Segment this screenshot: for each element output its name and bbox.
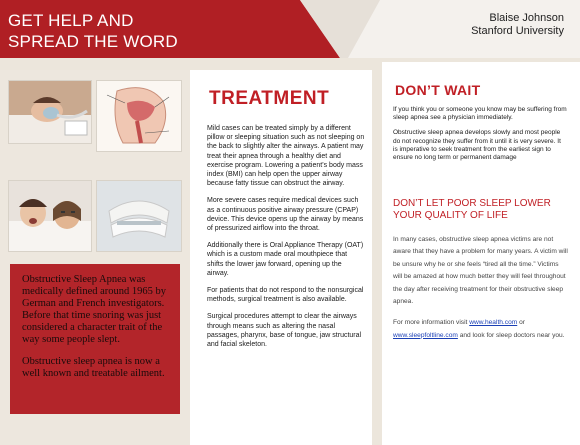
treatment-paragraph-5: Surgical procedures attempt to clear the airways through means such as altering the nasal passages, pharynx, base of tongue, jaw structural and facial skeleton.	[207, 313, 362, 349]
more-info-suffix: and look for sleep doctors near you.	[457, 331, 565, 339]
treatment-heading: TREATMENT	[209, 88, 330, 109]
more-info-mid: or	[517, 319, 525, 327]
treatment-body	[207, 124, 365, 357]
dont-wait-paragraph-2: Obstructive sleep apnea develops slowly and most people do not recognize they suffer from it until it is very severe. It is imperative to seek treatment from the earliest sign to ensure no long term or permanent damage	[393, 129, 561, 162]
poor-sleep-heading: DON’T LET POOR SLEEP LOWER YOUR QUALITY OF LIFE	[393, 198, 551, 221]
treatment-paragraph-4: For patients that do not respond to the nonsurgical methods, surgical treatment is also available.	[207, 287, 364, 304]
history-paragraph-2: Obstructive sleep apnea is now a well known and treatable ailment.	[22, 356, 165, 379]
more-info-prefix: For more information visit	[393, 319, 470, 327]
dont-wait-heading: DON’T WAIT	[395, 82, 481, 98]
poor-sleep-paragraph: In many cases, obstructive sleep apnea victims are not aware that they have a problem for many years. A victim will be unsure why he or she feels “tired all the time.” Victims will be amazed at how much better they will feel throughout the day after receiving treatment for their obstructive sleep apnea.	[393, 236, 568, 306]
author-affiliation: Stanford University	[471, 25, 564, 37]
history-text	[22, 274, 172, 390]
treatment-paragraph-1: Mild cases can be treated simply by a different pillow or sleeping situation such as not sleeping on the back to slightly alter the airways. A patient may treat their apnea through a healthy diet and exercise program. Lowering a patient’s body mass index (BMI) can help open the upper airway because fatty tissue can obstruct the airway.	[207, 125, 365, 188]
airway-anatomy-image	[96, 80, 182, 152]
treatment-paragraph-3: Additionally there is Oral Appliance Therapy (OAT) which is a custom made oral mouthpiece that shifts the lower jaw forward, opening up the airway.	[207, 242, 364, 277]
treatment-paragraph-2: More severe cases require medical devices such as a continuous positive airway pressure (CPAP) device. This device opens up the airway by means of pressurized airflow into the throat.	[207, 197, 364, 233]
author-name: Blaise Johnson	[489, 12, 564, 24]
sleep-hotline-link[interactable]: www.sleepfoltline.com	[393, 331, 458, 339]
author-block	[471, 12, 564, 38]
title-line-1: GET HELP AND	[8, 11, 134, 30]
history-paragraph-1: Obstructive Sleep Apnea was medically defined around 1965 by German and French investigators. Before that time snoring was just considered a character trait of the way some people slept.	[22, 274, 167, 345]
oral-appliance-image	[96, 180, 182, 252]
dont-wait-paragraph-1: If you think you or someone you know may be suffering from sleep apnea see a physician immediately.	[393, 106, 567, 122]
snoring-couple-image	[8, 180, 92, 252]
health-link[interactable]: www.health.com	[469, 319, 518, 327]
title-line-2: SPREAD THE WORD	[8, 32, 178, 51]
cpap-sleeping-image	[8, 80, 92, 144]
poor-sleep-body	[393, 234, 569, 351]
page-title	[8, 10, 178, 52]
more-info-paragraph	[393, 317, 569, 342]
dont-wait-body	[393, 106, 567, 169]
